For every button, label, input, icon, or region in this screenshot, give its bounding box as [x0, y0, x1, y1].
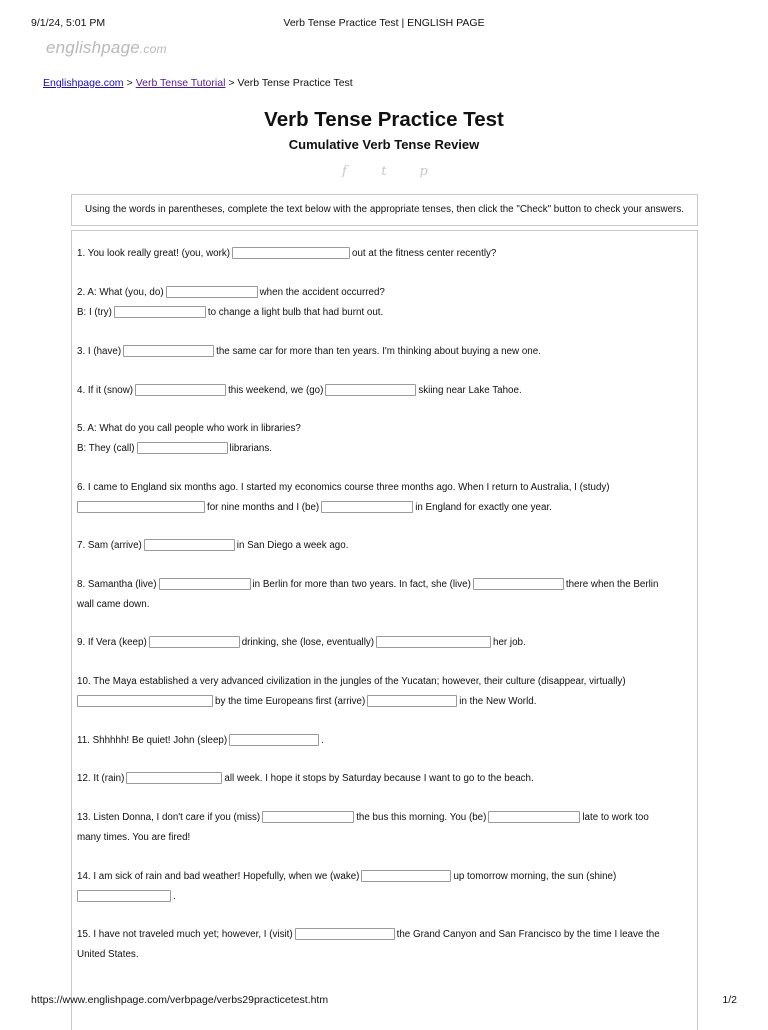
breadcrumb-tutorial-link[interactable]: Verb Tense Tutorial [135, 77, 226, 89]
question-text: there when the Berlin [565, 579, 659, 590]
question-8 [77, 575, 692, 614]
question-text: in the New World. [459, 695, 537, 707]
question-text: librarians. [229, 442, 273, 454]
pinterest-icon[interactable]: p [419, 164, 428, 179]
question-text: . [173, 890, 176, 902]
answer-input[interactable] [262, 811, 354, 823]
question-4 [77, 381, 692, 401]
question-text: . [321, 735, 324, 746]
question-text: her job. [493, 637, 526, 648]
question-15 [77, 925, 692, 964]
question-13 [77, 808, 692, 847]
logo-main-text: englishpage [46, 38, 140, 57]
question-text: 1. You look really great! (you, work) [77, 248, 231, 259]
answer-input[interactable] [367, 695, 457, 707]
question-text: this weekend, we (go) [228, 385, 324, 396]
logo-tld-text: .com [139, 42, 167, 56]
page-subtitle: Cumulative Verb Tense Review [288, 137, 480, 152]
question-text: 10. The Maya established a very advanced civilization in the jungles of the Yucatan; however, their culture (disappear, virtually) [77, 676, 626, 687]
question-3 [77, 342, 692, 362]
question-text: for nine months and I (be) [207, 501, 320, 513]
question-10 [77, 672, 692, 711]
answer-input[interactable] [77, 501, 205, 513]
question-text: 9. If Vera (keep) [77, 637, 147, 648]
answer-input[interactable] [473, 578, 564, 590]
print-date: 9/1/24, 5:01 PM [31, 17, 106, 29]
answer-input[interactable] [166, 286, 258, 298]
answer-input[interactable] [325, 384, 416, 396]
question-text: 12. It (rain) [77, 773, 125, 784]
question-text: in England for exactly one year. [415, 501, 552, 513]
print-page-title: Verb Tense Practice Test | ENGLISH PAGE [283, 17, 485, 29]
question-6 [77, 478, 692, 517]
question-text: the Grand Canyon and San Francisco by the time I leave the [396, 929, 660, 940]
question-text: in San Diego a week ago. [236, 540, 349, 551]
answer-input[interactable] [126, 772, 222, 784]
question-text: drinking, she (lose, eventually) [241, 637, 375, 648]
question-text: 15. I have not traveled much yet; however, I (visit) [77, 929, 293, 940]
question-text: 8. Samantha (live) [77, 579, 157, 590]
site-logo[interactable] [46, 38, 167, 58]
question-text: United States. [77, 948, 139, 960]
page-title: Verb Tense Practice Test [264, 108, 504, 131]
question-text: out at the fitness center recently? [352, 248, 497, 259]
question-text: 4. If it (snow) [77, 385, 134, 396]
answer-input[interactable] [135, 384, 226, 396]
question-text: late to work too [582, 812, 649, 823]
print-url: https://www.englishpage.com/verbpage/verbs29practicetest.htm [31, 994, 329, 1006]
question-text: B: They (call) [77, 442, 135, 454]
answer-input[interactable] [159, 578, 251, 590]
question-11 [77, 731, 692, 751]
breadcrumb-separator: > [228, 77, 235, 89]
print-header [31, 17, 737, 31]
question-text: in Berlin for more than two years. In fact, she (live) [252, 579, 471, 590]
question-text: wall came down. [77, 598, 150, 610]
question-2 [77, 283, 692, 322]
question-text: many times. You are fired! [77, 831, 191, 843]
answer-input[interactable] [488, 811, 580, 823]
question-5 [77, 419, 692, 458]
question-text: 5. A: What do you call people who work in libraries? [77, 423, 301, 434]
print-footer [31, 994, 737, 1008]
question-text: 13. Listen Donna, I don't care if you (miss) [77, 812, 261, 823]
answer-input[interactable] [376, 636, 491, 648]
question-text: skiing near Lake Tahoe. [418, 385, 522, 396]
question-text: when the accident occurred? [259, 287, 385, 298]
answer-input[interactable] [361, 870, 451, 882]
question-1 [77, 244, 692, 264]
answer-input[interactable] [295, 928, 395, 940]
answer-input[interactable] [232, 247, 350, 259]
question-text: 11. Shhhhh! Be quiet! John (sleep) [77, 735, 228, 746]
question-text: all week. I hope it stops by Saturday because I want to go to the beach. [224, 773, 534, 784]
breadcrumb [43, 77, 353, 89]
instructions-text: Using the words in parentheses, complete the text below with the appropriate tenses, then click the "Check" button to check your answers. [85, 204, 684, 216]
answer-input[interactable] [137, 442, 228, 454]
question-9 [77, 633, 692, 653]
answer-input[interactable] [149, 636, 240, 648]
question-text: up tomorrow morning, the sun (shine) [453, 871, 617, 882]
answer-input[interactable] [114, 306, 206, 318]
breadcrumb-home-link[interactable]: Englishpage.com [43, 77, 124, 89]
answer-input[interactable] [229, 734, 319, 746]
answer-input[interactable] [123, 345, 214, 357]
question-text: 2. A: What (you, do) [77, 287, 164, 298]
answer-input[interactable] [77, 695, 213, 707]
print-page-number: 1/2 [722, 994, 737, 1006]
question-text: by the time Europeans first (arrive) [215, 695, 366, 707]
question-text: the bus this morning. You (be) [356, 812, 487, 823]
answer-input[interactable] [144, 539, 235, 551]
facebook-icon[interactable]: f [341, 164, 347, 179]
question-text: 3. I (have) [77, 346, 122, 357]
question-12 [77, 769, 692, 789]
social-share-bar [0, 163, 768, 179]
breadcrumb-separator: > [126, 77, 133, 89]
question-text: B: I (try) [77, 306, 112, 318]
instructions-box [71, 194, 698, 226]
answer-input[interactable] [77, 890, 171, 902]
question-text: the same car for more than ten years. I'm thinking about buying a new one. [216, 346, 541, 357]
twitter-icon[interactable]: t [381, 164, 387, 179]
question-14 [77, 867, 692, 906]
question-text: to change a light bulb that had burnt out. [207, 306, 384, 318]
question-text: 6. I came to England six months ago. I started my economics course three months ago. When I return to Australia, I (study) [77, 482, 610, 493]
answer-input[interactable] [321, 501, 413, 513]
question-text: 7. Sam (arrive) [77, 540, 142, 551]
breadcrumb-current: Verb Tense Practice Test [237, 77, 353, 89]
question-7 [77, 536, 692, 556]
question-text: 14. I am sick of rain and bad weather! Hopefully, when we (wake) [77, 871, 360, 882]
